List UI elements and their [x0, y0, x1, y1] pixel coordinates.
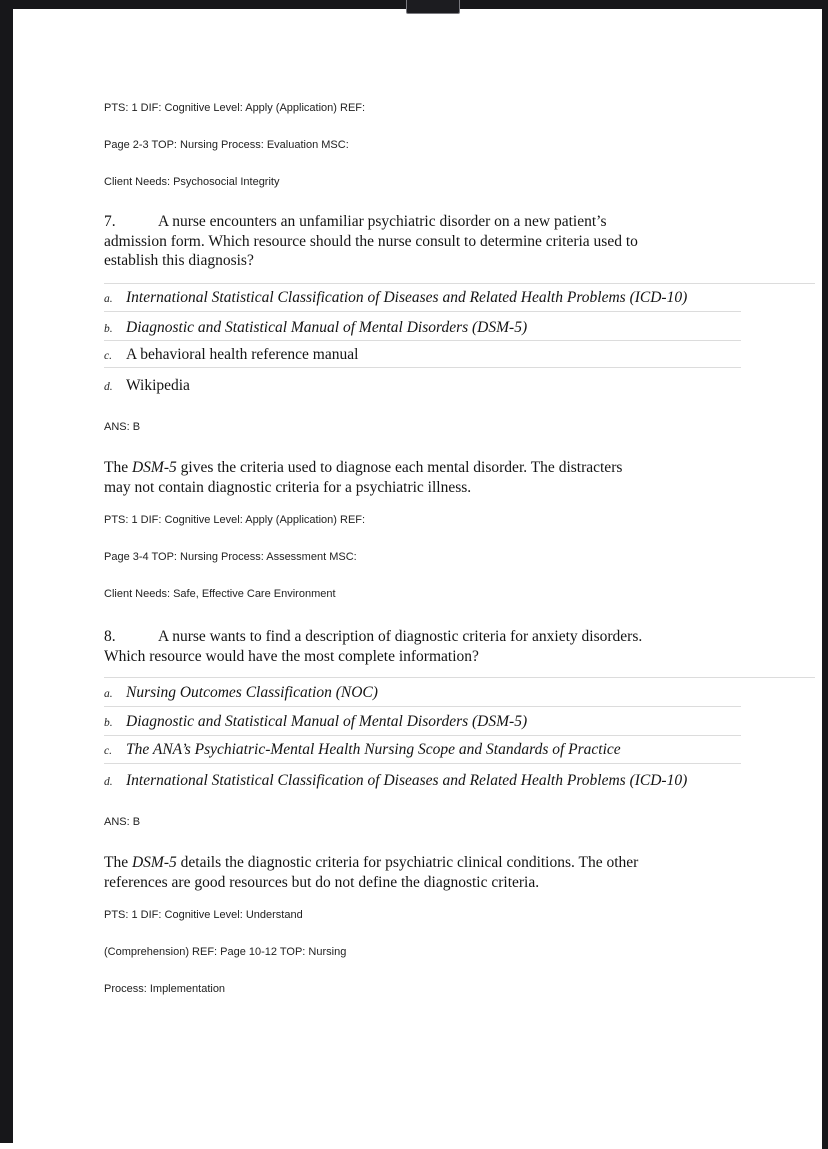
option-text: International Statistical Classification of Diseases and Related Health Problems (ICD-10): [126, 772, 688, 789]
rationale-7: [104, 458, 622, 497]
rationale-8: [104, 853, 638, 892]
question-7-line-3: establish this diagnosis?: [104, 252, 254, 269]
divider-line: [104, 340, 741, 341]
question-8: [104, 627, 642, 666]
question-7-number: 7.: [104, 213, 116, 230]
rationale-8-line-2: references are good resources but do not define the diagnostic criteria.: [104, 873, 540, 891]
option-text: Diagnostic and Statistical Manual of Mental Disorders (DSM-5): [126, 319, 528, 336]
answer-8: ANS: B: [104, 816, 141, 828]
page-top-handle[interactable]: [406, 0, 460, 14]
option-letter: d.: [104, 381, 113, 393]
rationale-7-line-1: The DSM-5 gives the criteria used to diagnose each mental disorder. The distracters: [104, 459, 623, 476]
divider-line: [104, 311, 741, 312]
divider-line: [104, 367, 741, 368]
left-black-border: [0, 0, 13, 1143]
q7-option-c: [104, 346, 358, 364]
book-title: DSM-5: [131, 459, 177, 476]
question-8-number: 8.: [104, 628, 116, 645]
meta-line-page-top: Page 3-4 TOP: Nursing Process: Assessment MSC:: [104, 551, 357, 563]
q7-option-d: [104, 377, 190, 395]
question-8-line-2: Which resource would have the most complete information?: [104, 647, 479, 665]
option-text: Nursing Outcomes Classification (NOC): [126, 684, 378, 701]
option-letter: d.: [104, 776, 113, 788]
option-text: A behavioral health reference manual: [126, 346, 359, 363]
meta-line-pts: PTS: 1 DIF: Cognitive Level: Apply (Application) REF:: [104, 514, 366, 526]
meta-line-page-top: Page 2-3 TOP: Nursing Process: Evaluation MSC:: [104, 139, 349, 151]
meta-line-process: Process: Implementation: [104, 983, 226, 995]
right-black-border: [822, 0, 828, 1149]
option-letter: c.: [104, 350, 112, 362]
q8-option-d: [104, 772, 687, 790]
meta-line-pts: PTS: 1 DIF: Cognitive Level: Understand: [104, 909, 303, 921]
rationale-8-line-1: The DSM-5 details the diagnostic criteria for psychiatric clinical conditions. The other: [104, 854, 639, 871]
option-text: Wikipedia: [126, 377, 190, 394]
option-text: Diagnostic and Statistical Manual of Mental Disorders (DSM-5): [126, 713, 528, 730]
divider-line: [104, 763, 741, 764]
meta-line-client-needs: Client Needs: Psychosocial Integrity: [104, 176, 280, 188]
rationale-7-line-2: may not contain diagnostic criteria for a psychiatric illness.: [104, 478, 472, 496]
option-letter: a.: [104, 688, 113, 700]
option-letter: a.: [104, 293, 113, 305]
question-7: [104, 212, 638, 271]
divider-line: [104, 706, 741, 707]
answer-7: ANS: B: [104, 421, 141, 433]
question-7-text: A nurse encounters an unfamiliar psychiatric disorder on a new patient’s: [158, 213, 607, 230]
option-letter: c.: [104, 745, 112, 757]
q8-option-a: [104, 684, 378, 702]
option-letter: b.: [104, 717, 113, 729]
q7-option-b: [104, 319, 527, 337]
question-8-line-1: [104, 627, 642, 647]
divider-line: [104, 735, 741, 736]
q8-option-b: [104, 713, 527, 731]
question-7-line-2: admission form. Which resource should the nurse consult to determine criteria used to: [104, 232, 638, 250]
option-text: International Statistical Classification of Diseases and Related Health Problems (ICD-10): [126, 289, 688, 306]
question-7-line-1: [104, 212, 638, 232]
option-letter: b.: [104, 323, 113, 335]
divider-line: [104, 283, 815, 284]
q8-option-c: [104, 741, 621, 759]
meta-line-ref: (Comprehension) REF: Page 10-12 TOP: Nursing: [104, 946, 347, 958]
book-title: DSM-5: [131, 854, 177, 871]
question-8-text: A nurse wants to find a description of diagnostic criteria for anxiety disorders.: [158, 628, 643, 645]
meta-line-pts: PTS: 1 DIF: Cognitive Level: Apply (Application) REF:: [104, 102, 366, 114]
meta-line-client-needs: Client Needs: Safe, Effective Care Environment: [104, 588, 336, 600]
option-text: The ANA’s Psychiatric-Mental Health Nursing Scope and Standards of Practice: [126, 741, 621, 758]
divider-line: [104, 677, 815, 678]
q7-option-a: [104, 289, 687, 307]
